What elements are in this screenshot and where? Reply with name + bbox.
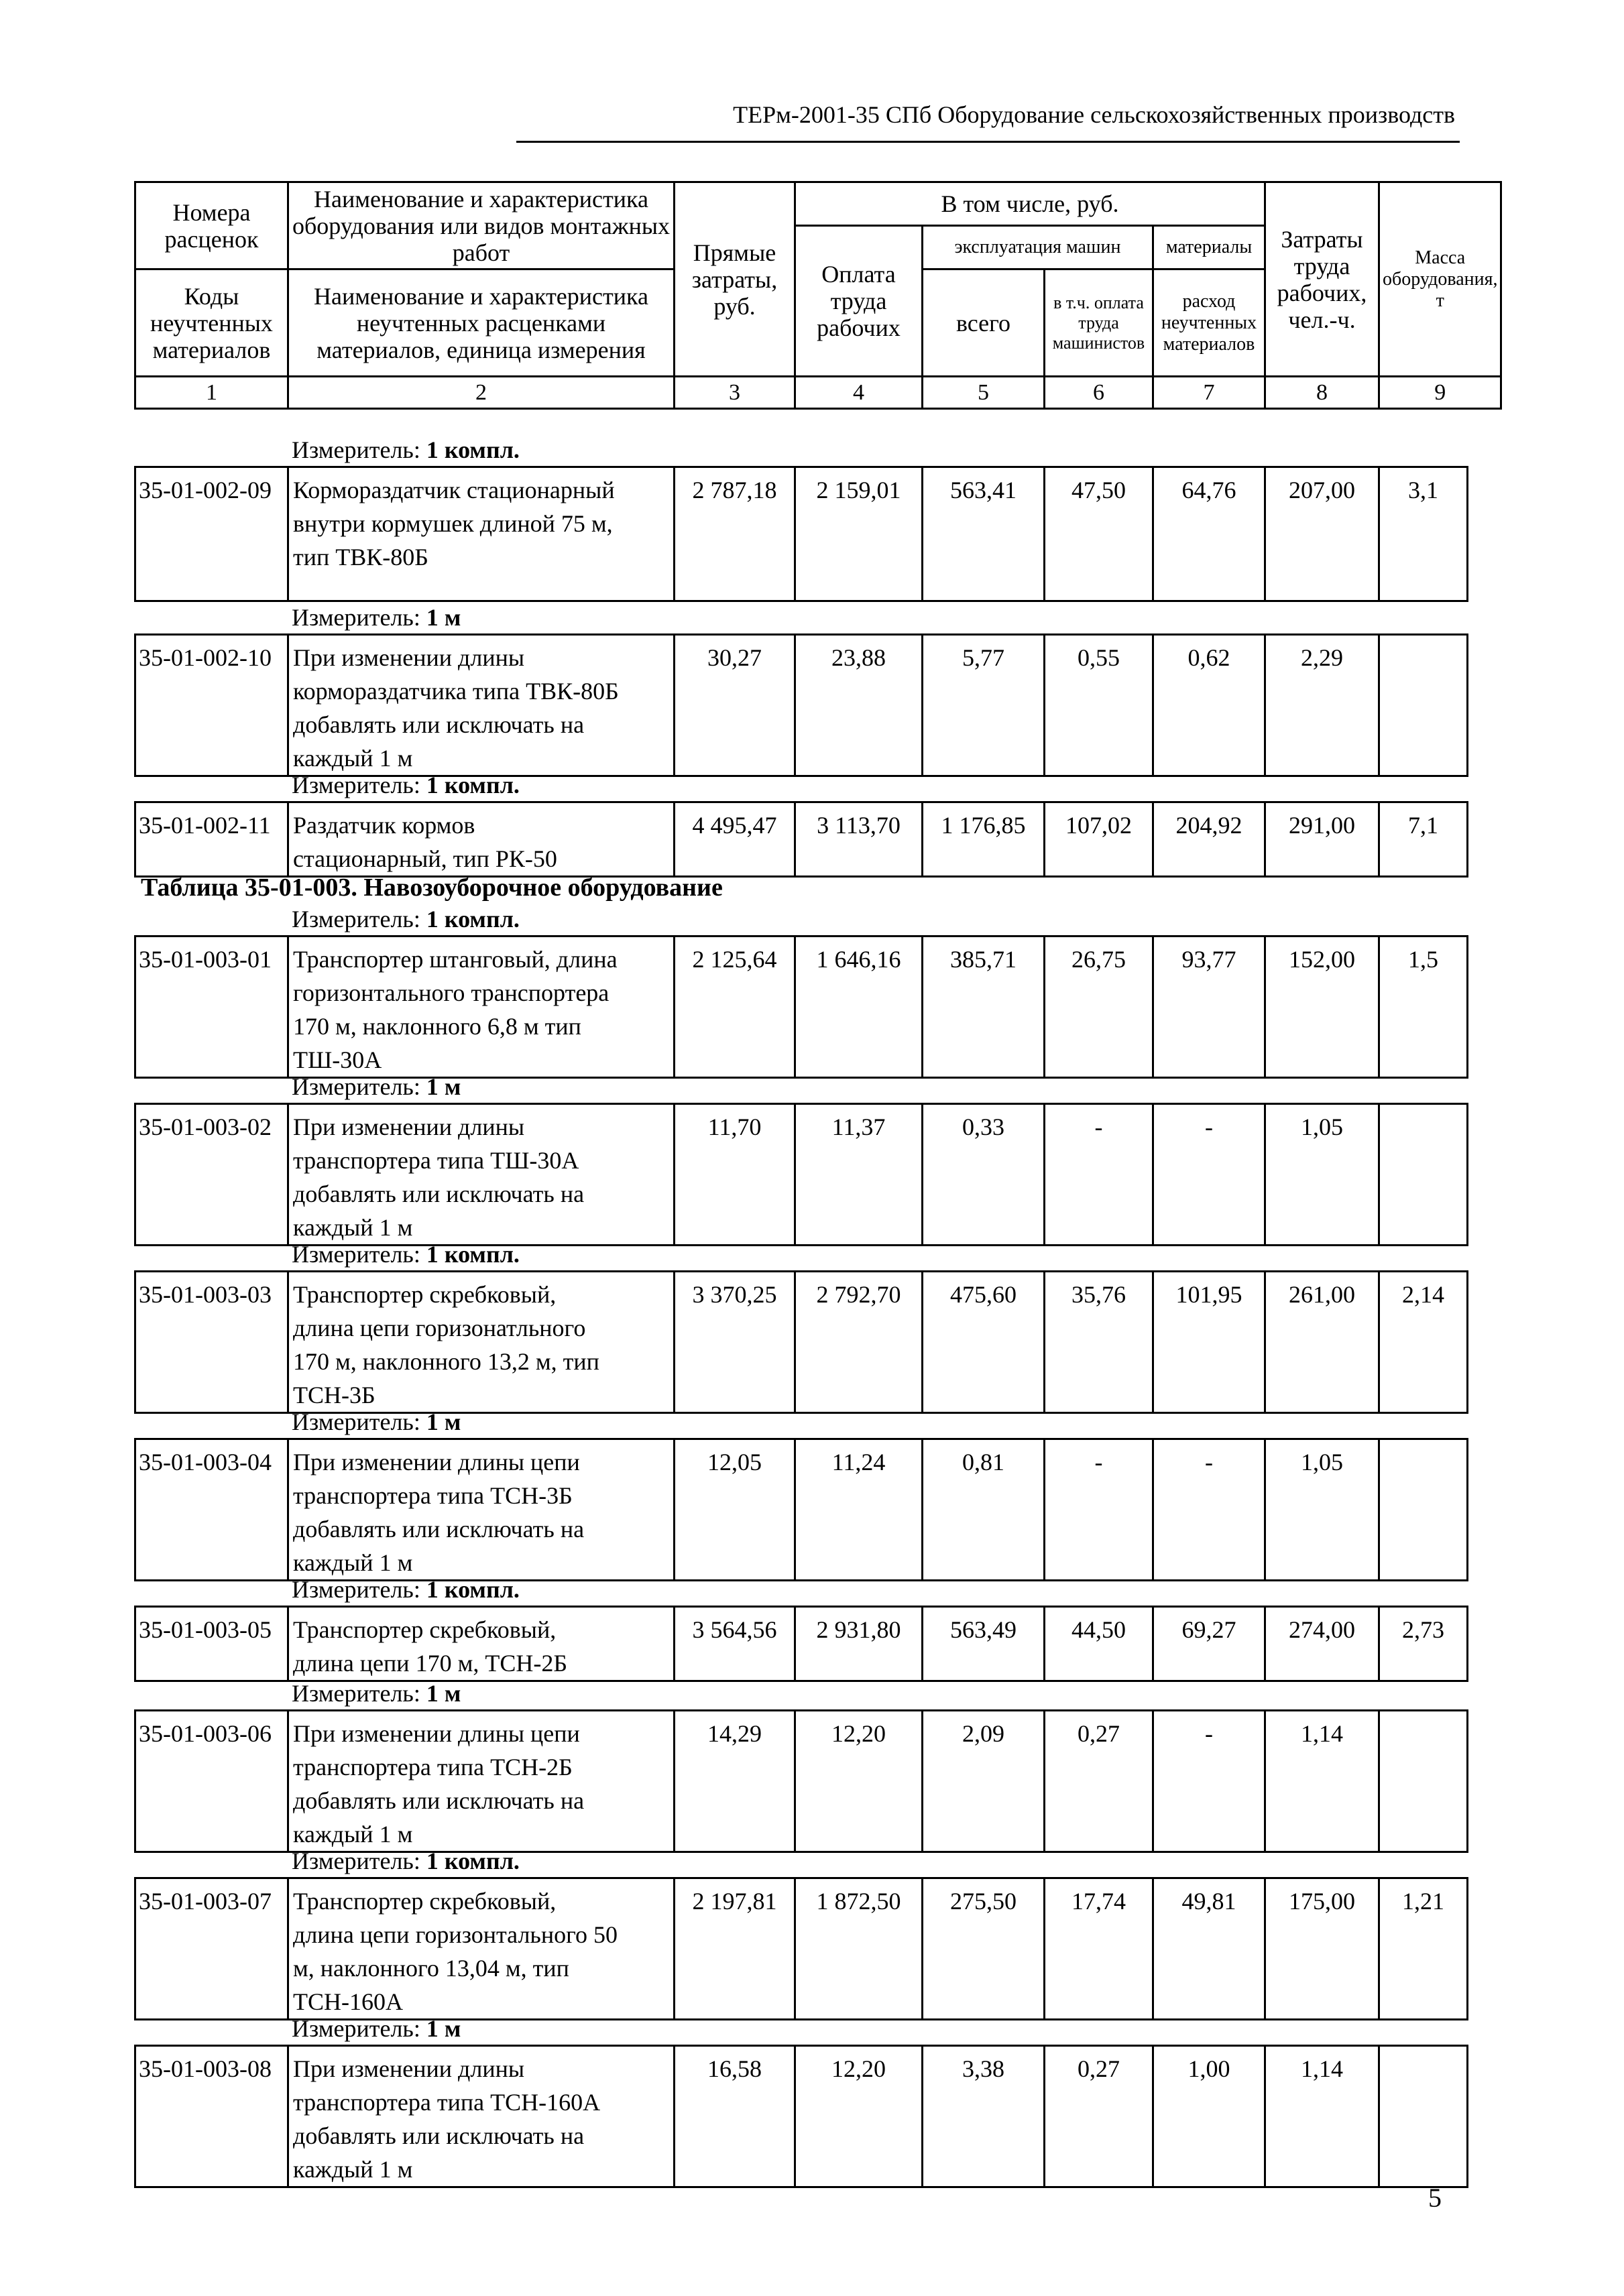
rate-row <box>134 2045 1468 2188</box>
description-line: каждый 1 м <box>293 1549 413 1576</box>
value-col-9 <box>1379 1104 1468 1246</box>
col-header-6: в т.ч. оплата труда машинистов <box>1045 269 1153 377</box>
description-line: добавлять или исключать на <box>293 1787 585 1814</box>
meter-caption: Измеритель: <box>292 1848 420 1874</box>
value-col-8: 1,05 <box>1265 1104 1379 1246</box>
meter-unit: 1 компл. <box>426 1576 520 1603</box>
value-col-5: 0,33 <box>923 1104 1045 1246</box>
description-line: При изменении длины <box>293 1113 525 1140</box>
description-line: транспортера типа ТСН-160А <box>293 2089 601 2116</box>
value-col-3: 2 125,64 <box>675 936 795 1078</box>
meter-label <box>292 1073 461 1101</box>
value-col-3: 2 197,81 <box>675 1878 795 2020</box>
col-number: 1 <box>135 377 288 409</box>
meter-unit: 1 компл. <box>426 1848 520 1874</box>
rate-code: 35-01-003-07 <box>135 1878 288 2020</box>
value-col-3: 11,70 <box>675 1104 795 1246</box>
description-line: добавлять или исключать на <box>293 1181 585 1207</box>
value-col-8: 152,00 <box>1265 936 1379 1078</box>
col-header-2b: Наименование и характеристика неучтенных расценками материалов, единица измерения <box>288 269 675 377</box>
meter-unit: 1 компл. <box>426 772 520 798</box>
col-number: 8 <box>1265 377 1379 409</box>
value-col-4: 2 931,80 <box>795 1607 923 1681</box>
rate-code: 35-01-003-01 <box>135 936 288 1078</box>
meter-label <box>292 1575 520 1604</box>
rate-description <box>288 802 675 877</box>
col-number: 6 <box>1045 377 1153 409</box>
meter-label <box>292 1408 461 1436</box>
value-col-8: 207,00 <box>1265 467 1379 601</box>
rate-description <box>288 936 675 1078</box>
value-col-5: 3,38 <box>923 2046 1045 2187</box>
rate-row <box>134 801 1468 878</box>
value-col-9: 2,73 <box>1379 1607 1468 1681</box>
col-number: 7 <box>1153 377 1265 409</box>
rate-code: 35-01-003-06 <box>135 1711 288 1852</box>
value-col-4: 1 872,50 <box>795 1878 923 2020</box>
col-header-1b: Коды неучтенных материалов <box>135 269 288 377</box>
value-col-8: 175,00 <box>1265 1878 1379 2020</box>
value-col-5: 2,09 <box>923 1711 1045 1852</box>
value-col-3: 12,05 <box>675 1439 795 1581</box>
meter-caption: Измеритель: <box>292 1680 420 1707</box>
meter-caption: Измеритель: <box>292 2015 420 2042</box>
col-header-3: Прямые затраты, руб. <box>675 182 795 377</box>
value-col-6: 35,76 <box>1045 1272 1153 1413</box>
value-col-6: 17,74 <box>1045 1878 1153 2020</box>
rate-code: 35-01-003-02 <box>135 1104 288 1246</box>
value-col-6: 44,50 <box>1045 1607 1153 1681</box>
table-title: Таблица 35-01-003. Навозоуборочное оборудование <box>141 873 723 902</box>
description-line: Кормораздатчик стационарный <box>293 477 615 503</box>
value-col-6: 0,55 <box>1045 635 1153 776</box>
rate-row <box>134 1438 1468 1581</box>
meter-unit: 1 компл. <box>426 1241 520 1268</box>
meter-label <box>292 1847 520 1875</box>
col-header-group: В том числе, руб. <box>795 182 1265 226</box>
value-col-6: 0,27 <box>1045 1711 1153 1852</box>
col-number: 5 <box>923 377 1045 409</box>
rate-row <box>134 1877 1468 2020</box>
value-col-3: 3 370,25 <box>675 1272 795 1413</box>
rate-description <box>288 1104 675 1246</box>
value-col-9: 3,1 <box>1379 467 1468 601</box>
col-number: 4 <box>795 377 923 409</box>
value-col-7: 69,27 <box>1153 1607 1265 1681</box>
meter-unit: 1 м <box>426 604 461 631</box>
description-line: Раздатчик кормов <box>293 812 475 839</box>
value-col-5: 563,41 <box>923 467 1045 601</box>
description-line: При изменении длины <box>293 2055 525 2082</box>
description-line: При изменении длины цепи <box>293 1449 580 1475</box>
header-rule <box>516 141 1460 143</box>
meter-label <box>292 771 520 799</box>
col-number: 2 <box>288 377 675 409</box>
rate-row <box>134 466 1468 602</box>
meter-caption: Измеритель: <box>292 1408 420 1435</box>
value-col-6: 47,50 <box>1045 467 1153 601</box>
value-col-9: 1,21 <box>1379 1878 1468 2020</box>
column-header-table <box>134 181 1502 410</box>
value-col-7: 93,77 <box>1153 936 1265 1078</box>
value-col-7: 101,95 <box>1153 1272 1265 1413</box>
description-line: Транспортер скребковый, <box>293 1281 557 1308</box>
col-header-9: Масса оборудования, т <box>1379 182 1501 377</box>
rate-row <box>134 1709 1468 1853</box>
value-col-7: - <box>1153 1104 1265 1246</box>
value-col-5: 563,49 <box>923 1607 1045 1681</box>
description-line: Транспортер штанговый, длина <box>293 946 618 973</box>
description-line: При изменении длины цепи <box>293 1720 580 1747</box>
col-header-2a: Наименование и характеристика оборудования или видов монтажных работ <box>288 182 675 269</box>
meter-label <box>292 905 520 933</box>
value-col-3: 4 495,47 <box>675 802 795 877</box>
value-col-8: 274,00 <box>1265 1607 1379 1681</box>
description-line: Транспортер скребковый, <box>293 1888 557 1915</box>
value-col-6: 107,02 <box>1045 802 1153 877</box>
description-line: 170 м, наклонного 13,2 м, тип <box>293 1348 599 1375</box>
rate-description <box>288 1272 675 1413</box>
meter-unit: 1 м <box>426 1680 461 1707</box>
rate-row <box>134 935 1468 1079</box>
value-col-7: 204,92 <box>1153 802 1265 877</box>
meter-unit: 1 м <box>426 1408 461 1435</box>
col-header-materials: материалы <box>1153 226 1265 269</box>
rate-code: 35-01-002-10 <box>135 635 288 776</box>
value-col-7: 64,76 <box>1153 467 1265 601</box>
value-col-6: 26,75 <box>1045 936 1153 1078</box>
description-line: каждый 1 м <box>293 745 413 772</box>
col-header-1a: Номера расценок <box>135 182 288 269</box>
description-line: добавлять или исключать на <box>293 1516 585 1543</box>
description-line: внутри кормушек длиной 75 м, <box>293 510 613 537</box>
meter-caption: Измеритель: <box>292 436 420 463</box>
meter-label <box>292 436 520 464</box>
value-col-3: 16,58 <box>675 2046 795 2187</box>
value-col-7: - <box>1153 1711 1265 1852</box>
value-col-6: - <box>1045 1104 1153 1246</box>
value-col-6: - <box>1045 1439 1153 1581</box>
value-col-7: 1,00 <box>1153 2046 1265 2187</box>
meter-unit: 1 м <box>426 1073 461 1100</box>
value-col-9 <box>1379 1711 1468 1852</box>
rate-description <box>288 1439 675 1581</box>
description-line: При изменении длины <box>293 644 525 671</box>
meter-caption: Измеритель: <box>292 604 420 631</box>
value-col-7: 49,81 <box>1153 1878 1265 2020</box>
meter-caption: Измеритель: <box>292 1576 420 1603</box>
rate-description <box>288 2046 675 2187</box>
meter-label <box>292 1679 461 1707</box>
page-header: ТЕРм-2001-35 СПб Оборудование сельскохозяйственных производств <box>733 101 1455 128</box>
col-number: 3 <box>675 377 795 409</box>
value-col-5: 475,60 <box>923 1272 1045 1413</box>
rate-code: 35-01-002-11 <box>135 802 288 877</box>
description-line: стационарный, тип РК-50 <box>293 845 557 872</box>
value-col-9 <box>1379 1439 1468 1581</box>
rate-code: 35-01-003-03 <box>135 1272 288 1413</box>
meter-unit: 1 компл. <box>426 436 520 463</box>
col-header-7: расход неучтенных материалов <box>1153 269 1265 377</box>
description-line: каждый 1 м <box>293 2156 413 2183</box>
value-col-7: 0,62 <box>1153 635 1265 776</box>
description-line: добавлять или исключать на <box>293 2122 585 2149</box>
meter-label <box>292 1240 520 1268</box>
description-line: длина цепи 170 м, ТСН-2Б <box>293 1650 568 1677</box>
value-col-8: 2,29 <box>1265 635 1379 776</box>
value-col-9: 7,1 <box>1379 802 1468 877</box>
description-line: длина цепи горизонтального 50 <box>293 1921 618 1948</box>
description-line: горизонтального транспортера <box>293 979 610 1006</box>
value-col-3: 30,27 <box>675 635 795 776</box>
value-col-5: 1 176,85 <box>923 802 1045 877</box>
description-line: добавлять или исключать на <box>293 711 585 738</box>
rate-row <box>134 1103 1468 1246</box>
value-col-8: 261,00 <box>1265 1272 1379 1413</box>
value-col-8: 1,14 <box>1265 1711 1379 1852</box>
rate-code: 35-01-003-05 <box>135 1607 288 1681</box>
col-header-machines: эксплуатация машин <box>923 226 1153 269</box>
value-col-4: 12,20 <box>795 2046 923 2187</box>
description-line: ТШ-30А <box>293 1046 382 1073</box>
value-col-5: 0,81 <box>923 1439 1045 1581</box>
description-line: транспортера типа ТШ-30А <box>293 1147 579 1174</box>
meter-label <box>292 2014 461 2043</box>
value-col-6: 0,27 <box>1045 2046 1153 2187</box>
description-line: ТСН-3Б <box>293 1382 375 1408</box>
rate-row <box>134 1606 1468 1682</box>
description-line: ТСН-160А <box>293 1988 403 2015</box>
value-col-4: 23,88 <box>795 635 923 776</box>
value-col-8: 291,00 <box>1265 802 1379 877</box>
value-col-4: 11,37 <box>795 1104 923 1246</box>
value-col-8: 1,14 <box>1265 2046 1379 2187</box>
value-col-4: 3 113,70 <box>795 802 923 877</box>
value-col-9 <box>1379 2046 1468 2187</box>
rate-row <box>134 633 1468 777</box>
description-line: длина цепи горизонатльного <box>293 1315 586 1341</box>
value-col-9: 1,5 <box>1379 936 1468 1078</box>
rate-code: 35-01-003-04 <box>135 1439 288 1581</box>
meter-caption: Измеритель: <box>292 772 420 798</box>
col-header-8: Затраты труда рабочих, чел.-ч. <box>1265 182 1379 377</box>
value-col-9: 2,14 <box>1379 1272 1468 1413</box>
value-col-4: 2 792,70 <box>795 1272 923 1413</box>
description-line: транспортера типа ТСН-3Б <box>293 1482 573 1509</box>
rate-row <box>134 1270 1468 1414</box>
value-col-4: 11,24 <box>795 1439 923 1581</box>
meter-caption: Измеритель: <box>292 906 420 932</box>
value-col-3: 3 564,56 <box>675 1607 795 1681</box>
value-col-3: 14,29 <box>675 1711 795 1852</box>
value-col-5: 5,77 <box>923 635 1045 776</box>
value-col-4: 1 646,16 <box>795 936 923 1078</box>
value-col-7: - <box>1153 1439 1265 1581</box>
page-number: 5 <box>1428 2183 1442 2213</box>
description-line: Транспортер скребковый, <box>293 1616 557 1643</box>
value-col-5: 385,71 <box>923 936 1045 1078</box>
meter-unit: 1 м <box>426 2015 461 2042</box>
rate-code: 35-01-003-08 <box>135 2046 288 2187</box>
value-col-5: 275,50 <box>923 1878 1045 2020</box>
value-col-8: 1,05 <box>1265 1439 1379 1581</box>
meter-unit: 1 компл. <box>426 906 520 932</box>
description-line: каждый 1 м <box>293 1821 413 1848</box>
rate-code: 35-01-002-09 <box>135 467 288 601</box>
description-line: кормораздатчика типа ТВК-80Б <box>293 678 619 705</box>
rate-description <box>288 1607 675 1681</box>
rate-description <box>288 1711 675 1852</box>
value-col-4: 2 159,01 <box>795 467 923 601</box>
col-header-5: всего <box>923 269 1045 377</box>
meter-caption: Измеритель: <box>292 1073 420 1100</box>
value-col-9 <box>1379 635 1468 776</box>
rate-description <box>288 1878 675 2020</box>
value-col-3: 2 787,18 <box>675 467 795 601</box>
col-number: 9 <box>1379 377 1501 409</box>
description-line: 170 м, наклонного 6,8 м тип <box>293 1013 581 1040</box>
meter-caption: Измеритель: <box>292 1241 420 1268</box>
description-line: транспортера типа ТСН-2Б <box>293 1754 573 1780</box>
meter-label <box>292 603 461 631</box>
rate-description <box>288 467 675 601</box>
value-col-4: 12,20 <box>795 1711 923 1852</box>
description-line: м, наклонного 13,04 м, тип <box>293 1955 569 1982</box>
rate-description <box>288 635 675 776</box>
description-line: каждый 1 м <box>293 1214 413 1241</box>
col-header-4: Оплата труда рабочих <box>795 226 923 377</box>
description-line: тип ТВК-80Б <box>293 544 428 570</box>
